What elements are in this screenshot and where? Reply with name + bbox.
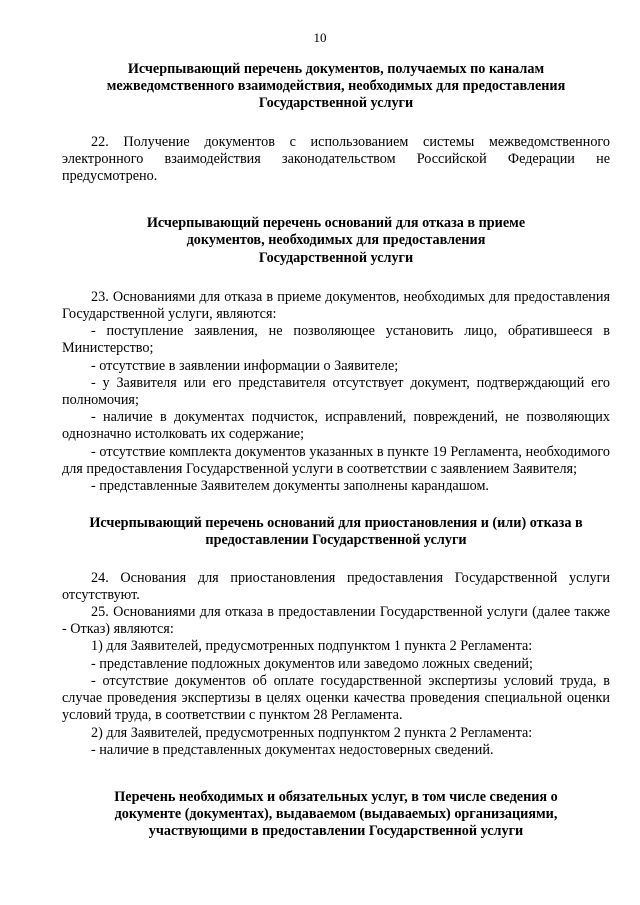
paragraph-23: 23. Основаниями для отказа в приеме документов, необходимых для предоставления Государственной услуги, являются: xyxy=(62,288,610,323)
section-heading-refusal-reception-wrap xyxy=(62,215,610,267)
list-item: - наличие в документах подчисток, исправлений, повреждений, не позволяющих однозначно истолковать их содержание; xyxy=(62,409,610,443)
section-heading-refusal-reception: Исчерпывающий перечень оснований для отказа в приеме документов, необходимых для предоставления Государственной услуги xyxy=(146,215,526,266)
section-heading-interagency-documents: Исчерпывающий перечень документов, получаемых по каналам межведомственного взаимодействия, необходимых для предоставления Государственной услуги xyxy=(106,61,566,112)
list-item: - отсутствие комплекта документов указанных в пункте 19 Регламента, необходимого для предоставления Государственной услуги в соответствии с заявлением Заявителя; xyxy=(62,443,610,477)
section-heading-suspension-refusal: Исчерпывающий перечень оснований для приостановления и (или) отказа в предоставлении Государственной услуги xyxy=(89,515,583,549)
page-number: 10 xyxy=(313,30,327,45)
paragraph-24: 24. Основания для приостановления предоставления Государственной услуги отсутствуют. xyxy=(62,569,610,603)
list-item: 1) для Заявителей, предусмотренных подпунктом 1 пункта 2 Регламента: xyxy=(91,638,533,655)
list-item: - представление подложных документов или заведомо ложных сведений; xyxy=(91,655,533,672)
section-heading-interagency-documents-wrap xyxy=(62,61,610,113)
list-item: - отсутствие в заявлении информации о Заявителе; xyxy=(91,357,399,374)
paragraph-22: 22. Получение документов с использованием системы межведомственного электронного взаимодействия законодательством Российской Федерации не предусмотрено. xyxy=(62,133,610,185)
list-item: - представленные Заявителем документы заполнены карандашом. xyxy=(91,478,489,495)
list-item: 2) для Заявителей, предусмотренных подпунктом 2 пункта 2 Регламента: xyxy=(91,724,533,741)
list-item: - наличие в представленных документах недостоверных сведений. xyxy=(91,741,494,758)
section-heading-mandatory-services: Перечень необходимых и обязательных услуг, в том числе сведения о документе (документах), выдаваемом (выдаваемых) организациями, участвующими в предоставлении Государственной услуги xyxy=(114,788,558,840)
list-item: - отсутствие документов об оплате государственной экспертизы условий труда, в случае проведения экспертизы в целях оценки качества проведения специальной оценки условий труда, в соответствии с пунктом 28 Регламента. xyxy=(62,672,610,724)
page-content xyxy=(62,61,610,841)
paragraph-25: 25. Основаниями для отказа в предоставлении Государственной услуги (далее также - Отказ) являются: xyxy=(62,604,610,638)
section-heading-suspension-refusal-wrap xyxy=(62,515,610,549)
list-item: - поступление заявления, не позволяющее установить лицо, обратившееся в Министерство; xyxy=(62,323,610,357)
section-heading-mandatory-services-wrap xyxy=(62,789,610,841)
list-item: - у Заявителя или его представителя отсутствует документ, подтверждающий его полномочия; xyxy=(62,374,610,409)
